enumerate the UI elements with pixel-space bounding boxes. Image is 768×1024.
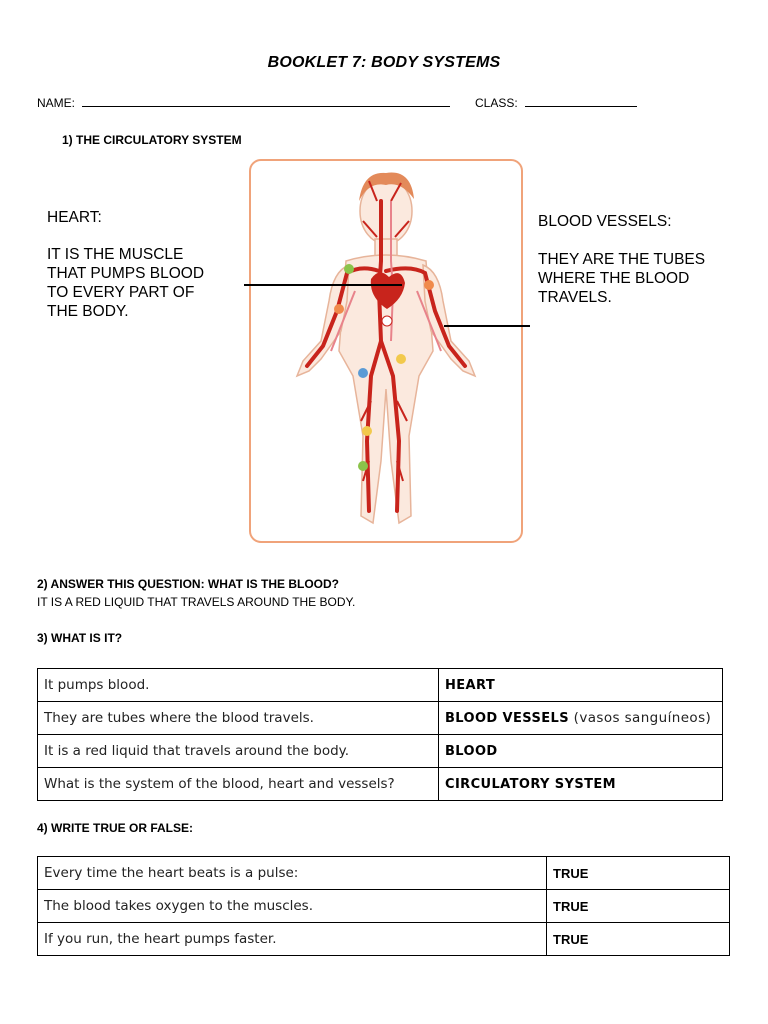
question-cell: They are tubes where the blood travels. xyxy=(38,702,439,735)
section3-heading: 3) WHAT IS IT? xyxy=(37,631,123,645)
body-diagram-illustration xyxy=(251,161,521,541)
true-false-answer[interactable]: TRUE xyxy=(547,857,730,890)
statement-cell: The blood takes oxygen to the muscles. xyxy=(38,890,547,923)
statement-cell: Every time the heart beats is a pulse: xyxy=(38,857,547,890)
vessels-line: THEY ARE THE TUBES xyxy=(538,251,706,268)
heart-pointer-line xyxy=(244,284,402,286)
table-row xyxy=(38,702,723,735)
table-row xyxy=(38,857,730,890)
class-row xyxy=(475,96,637,110)
heart-line: THAT PUMPS BLOOD xyxy=(47,265,205,282)
answer-text: BLOOD xyxy=(445,744,498,759)
answer-text: BLOOD VESSELS xyxy=(445,711,569,726)
true-false-table xyxy=(37,856,730,956)
name-row xyxy=(37,96,450,110)
heart-line: THE BODY. xyxy=(47,303,129,320)
section2-answer: IT IS A RED LIQUID THAT TRAVELS AROUND THE BODY. xyxy=(37,595,356,609)
heart-title: HEART: xyxy=(47,209,102,226)
question-cell: It pumps blood. xyxy=(38,669,439,702)
table-row xyxy=(38,768,723,801)
table-row xyxy=(38,923,730,956)
section4-heading: 4) WRITE TRUE OR FALSE: xyxy=(37,821,193,835)
vessels-line: WHERE THE BLOOD xyxy=(538,270,690,287)
answer-text: CIRCULATORY SYSTEM xyxy=(445,777,617,792)
vessels-title: BLOOD VESSELS: xyxy=(538,213,672,230)
statement-cell: If you run, the heart pumps faster. xyxy=(38,923,547,956)
question-cell: What is the system of the blood, heart and vessels? xyxy=(38,768,439,801)
answer-text: HEART xyxy=(445,678,496,693)
vessels-line: TRAVELS. xyxy=(538,289,612,306)
true-false-answer[interactable]: TRUE xyxy=(547,890,730,923)
class-field[interactable] xyxy=(525,96,637,107)
name-field[interactable] xyxy=(82,96,450,107)
page-title: BOOKLET 7: BODY SYSTEMS xyxy=(267,54,501,71)
table-row xyxy=(38,890,730,923)
heart-description xyxy=(47,245,204,321)
heart-line: IT IS THE MUSCLE xyxy=(47,246,184,263)
answer-cell[interactable] xyxy=(439,702,723,735)
section1-heading: 1) THE CIRCULATORY SYSTEM xyxy=(62,133,242,147)
question-cell: It is a red liquid that travels around the body. xyxy=(38,735,439,768)
vessels-description xyxy=(538,250,705,307)
answer-note: (vasos sanguíneos) xyxy=(568,710,712,726)
table-row xyxy=(38,735,723,768)
table-row xyxy=(38,669,723,702)
answer-cell[interactable] xyxy=(439,735,723,768)
vessels-pointer-line xyxy=(444,325,530,327)
name-label: NAME: xyxy=(37,96,76,110)
answer-cell[interactable] xyxy=(439,669,723,702)
section2-heading: 2) ANSWER THIS QUESTION: WHAT IS THE BLOOD? xyxy=(37,577,339,591)
true-false-answer[interactable]: TRUE xyxy=(547,923,730,956)
body-diagram-frame xyxy=(249,159,523,543)
class-label: CLASS: xyxy=(475,96,518,110)
heart-line: TO EVERY PART OF xyxy=(47,284,195,301)
what-is-it-table xyxy=(37,668,723,801)
answer-cell[interactable] xyxy=(439,768,723,801)
